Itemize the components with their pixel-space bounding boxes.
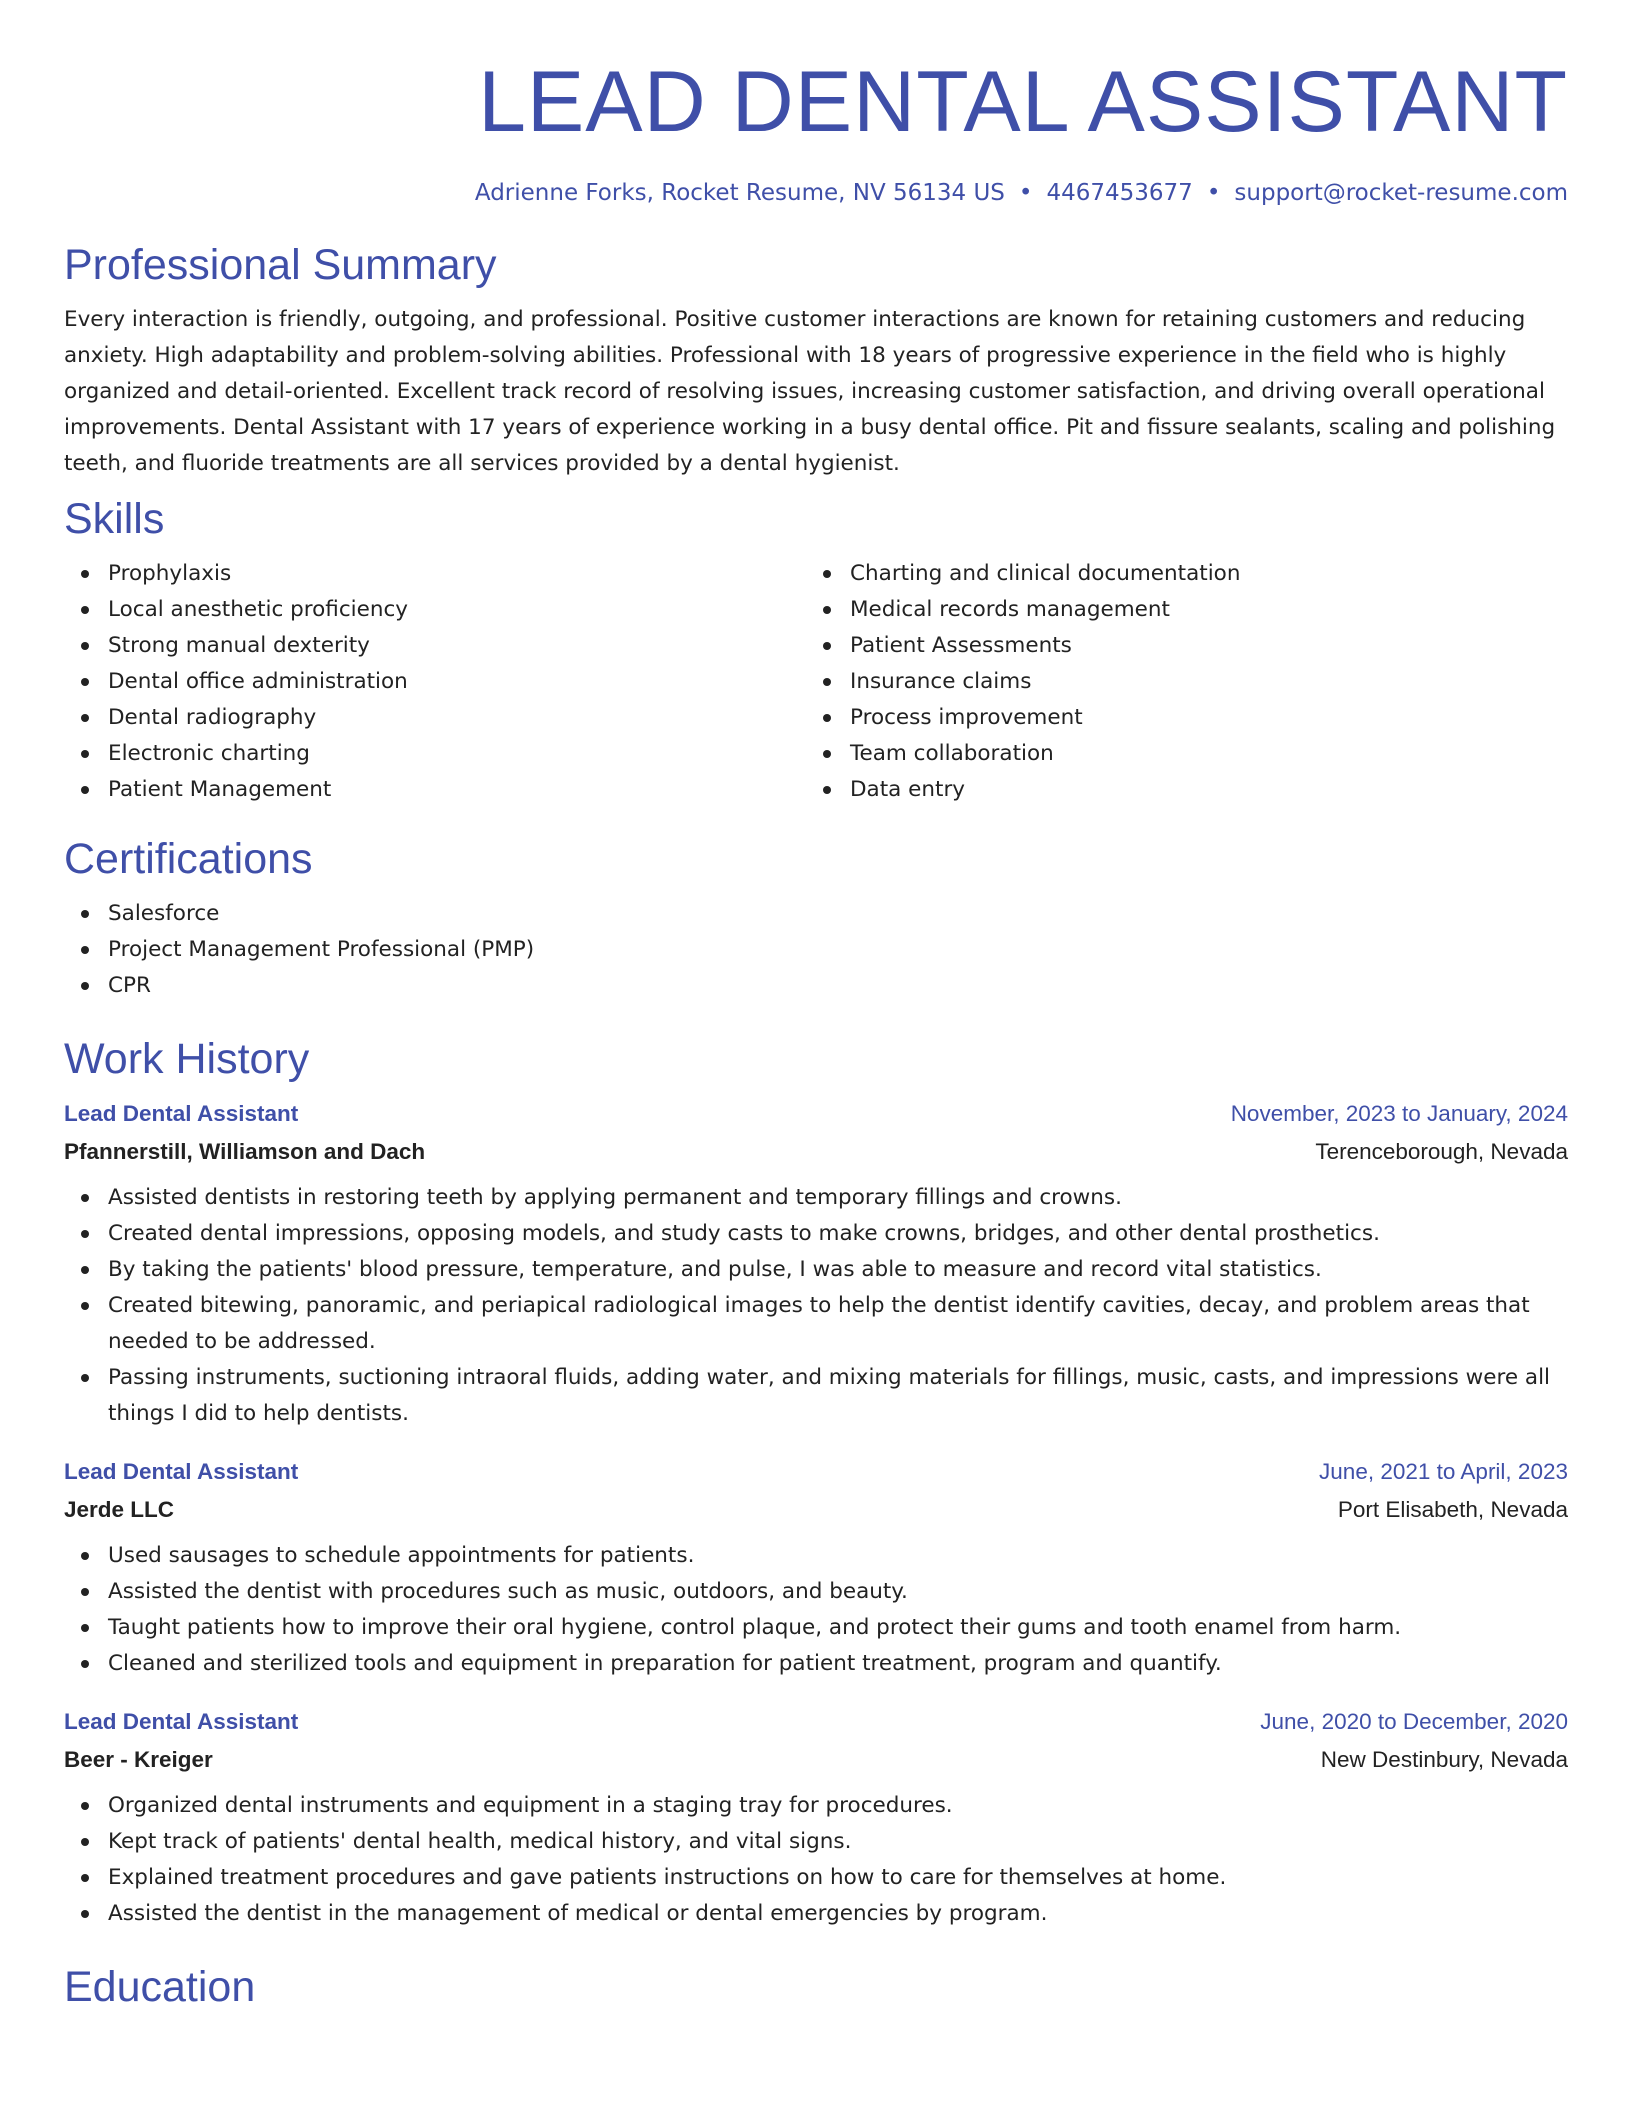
job-dates: November, 2023 to January, 2024 (1230, 1101, 1568, 1126)
job-subheader (64, 1132, 1568, 1172)
skill-item: Team collaboration (806, 736, 1548, 772)
job-duty: Explained treatment procedures and gave patients instructions on how to care for themselves at home. (64, 1860, 1568, 1896)
job-title: Lead Dental Assistant (64, 1459, 299, 1484)
job-subheader (64, 1740, 1568, 1780)
job-location: Terenceborough, Nevada (1315, 1139, 1568, 1164)
job-duty: Created bitewing, panoramic, and periapical radiological images to help the dentist identify cavities, decay, and problem areas that needed to be addressed. (64, 1288, 1568, 1360)
section-heading-education: Education (64, 1963, 256, 2011)
skill-item: Medical records management (806, 592, 1548, 628)
skills-list-right (806, 556, 1548, 808)
job-duty: Assisted the dentist with procedures such as music, outdoors, and beauty. (64, 1574, 1568, 1610)
skill-item: Electronic charting (64, 736, 806, 772)
job-duties-list (64, 1538, 1568, 1682)
skill-item: Strong manual dexterity (64, 628, 806, 664)
job-subheader (64, 1490, 1568, 1530)
job-company: Jerde LLC (64, 1497, 175, 1522)
work-history-section (64, 1034, 1568, 1932)
resume-page (64, 0, 1568, 2012)
job-header (64, 1454, 1568, 1490)
job-duty: Taught patients how to improve their oral hygiene, control plaque, and protect their gums and tooth enamel from harm. (64, 1610, 1568, 1646)
job-title: Lead Dental Assistant (64, 1101, 299, 1126)
section-heading-summary: Professional Summary (64, 241, 497, 289)
job-duty: By taking the patients' blood pressure, temperature, and pulse, I was able to measure and record vital statistics. (64, 1252, 1568, 1288)
skill-item: Charting and clinical documentation (806, 556, 1548, 592)
job-duties-list (64, 1180, 1568, 1432)
job-location: Port Elisabeth, Nevada (1337, 1497, 1568, 1522)
contact-address: Adrienne Forks, Rocket Resume, NV 56134 US (474, 180, 1005, 206)
job-company: Beer - Kreiger (64, 1747, 213, 1772)
job-header (64, 1704, 1568, 1740)
certification-item: CPR (64, 968, 1568, 1004)
job-duties-list (64, 1788, 1568, 1932)
job-location: New Destinbury, Nevada (1320, 1747, 1568, 1772)
job-duty: Created dental impressions, opposing models, and study casts to make crowns, bridges, and other dental prosthetics. (64, 1216, 1568, 1252)
job-duty: Organized dental instruments and equipment in a staging tray for procedures. (64, 1788, 1568, 1824)
skill-item: Dental office administration (64, 664, 806, 700)
summary-section (64, 240, 1568, 482)
job-company: Pfannerstill, Williamson and Dach (64, 1139, 426, 1164)
resume-title: LEAD DENTAL ASSISTANT (478, 54, 1568, 150)
separator-dot: • (1018, 180, 1033, 206)
skill-item: Patient Assessments (806, 628, 1548, 664)
job-duty: Cleaned and sterilized tools and equipment in preparation for patient treatment, program and quantify. (64, 1646, 1568, 1682)
skill-item: Local anesthetic proficiency (64, 592, 806, 628)
skill-item: Dental radiography (64, 700, 806, 736)
certifications-section (64, 834, 1568, 1004)
job-dates: June, 2021 to April, 2023 (1319, 1459, 1568, 1484)
skills-list-left (64, 556, 806, 808)
section-heading-work-history: Work History (64, 1035, 310, 1083)
contact-phone: 4467453677 (1046, 180, 1193, 206)
contact-email[interactable]: support@rocket-resume.com (1234, 180, 1568, 206)
job-duty: Assisted dentists in restoring teeth by applying permanent and temporary fillings and crowns. (64, 1180, 1568, 1216)
certification-item: Project Management Professional (PMP) (64, 932, 1568, 968)
job-entry (64, 1704, 1568, 1932)
skills-section (64, 494, 1568, 808)
job-duty: Assisted the dentist in the management of medical or dental emergencies by program. (64, 1896, 1568, 1932)
skill-item: Prophylaxis (64, 556, 806, 592)
job-dates: June, 2020 to December, 2020 (1260, 1709, 1568, 1734)
education-section (64, 1962, 1568, 2012)
job-entry (64, 1454, 1568, 1682)
skills-grid (64, 556, 1568, 808)
section-heading-skills: Skills (64, 495, 165, 543)
job-header (64, 1096, 1568, 1132)
job-duty: Passing instruments, suctioning intraoral fluids, adding water, and mixing materials for fillings, music, casts, and impressions were all things I did to help dentists. (64, 1360, 1568, 1432)
job-duty: Kept track of patients' dental health, medical history, and vital signs. (64, 1824, 1568, 1860)
job-title: Lead Dental Assistant (64, 1709, 299, 1734)
contact-line (64, 178, 1568, 208)
skill-item: Data entry (806, 772, 1548, 808)
certifications-list (64, 896, 1568, 1004)
skill-item: Process improvement (806, 700, 1548, 736)
job-entry (64, 1096, 1568, 1432)
job-duty: Used sausages to schedule appointments for patients. (64, 1538, 1568, 1574)
separator-dot: • (1206, 180, 1221, 206)
skill-item: Patient Management (64, 772, 806, 808)
certification-item: Salesforce (64, 896, 1568, 932)
section-heading-certifications: Certifications (64, 835, 313, 883)
skill-item: Insurance claims (806, 664, 1548, 700)
summary-text: Every interaction is friendly, outgoing, and professional. Positive customer interactions are known for retaining customers and reducing anxiety. High adaptability and problem-solving abilities. Professional with 18 years of progressive experience in the field who is highly organized and detail-oriented. Excellent track record of resolving issues, increasing customer satisfaction, and driving overall operational improvements. Dental Assistant with 17 years of experience working in a busy dental office. Pit and fissure sealants, scaling and polishing teeth, and fluoride treatments are all services provided by a dental hygienist. (64, 307, 1556, 476)
